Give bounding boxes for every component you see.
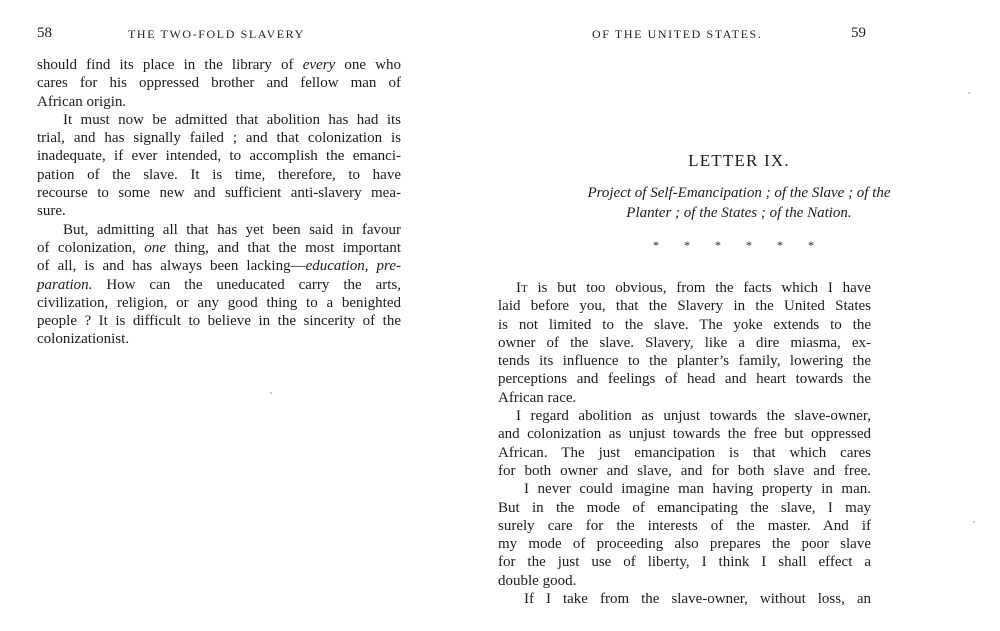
text-line: I never could imagine man having property in man. xyxy=(524,481,871,498)
text-line: colonizationist. xyxy=(37,331,130,348)
text-line: is not limited to the slave. The yoke extends to the xyxy=(498,316,871,333)
text-line: for both owner and slave, and for both slave and free. xyxy=(498,462,871,479)
text-line: But in the mode of emancipating the slave, I may xyxy=(498,499,871,516)
text-line: African origin. xyxy=(37,93,127,110)
text-line: civilization, religion, or any good thing to a benighted xyxy=(37,294,401,311)
text-line: trial, and has signally failed ; and that colonization is xyxy=(37,130,401,147)
text-line: tends its influence to the planter’s family, lowering the xyxy=(498,353,871,370)
opening-word: It xyxy=(516,280,528,296)
text-line: double good. xyxy=(498,572,577,589)
text-line: It is but too obvious, from the facts which I have xyxy=(516,280,871,296)
text-line: cares for his oppressed brother and fellow man of xyxy=(37,75,401,92)
text-line: But, admitting all that has yet been said in favour xyxy=(63,221,401,238)
scan-speck xyxy=(973,521,975,523)
text-line: African. The just emancipation is that which cares xyxy=(498,444,871,461)
text-line: I regard abolition as unjust towards the slave-owner, xyxy=(516,408,871,425)
scan-speck xyxy=(270,392,272,394)
right-page xyxy=(500,0,1000,631)
text-line: sure. xyxy=(37,203,66,220)
text-line: paration. How can the uneducated carry the arts, xyxy=(37,276,401,293)
running-head: THE TWO-FOLD SLAVERY xyxy=(128,27,305,41)
text-line: It must now be admitted that abolition has had its xyxy=(63,111,401,128)
text-line: for the just use of liberty, I think I shall effect a xyxy=(498,554,871,571)
text-line: perceptions and feelings of head and heart towards the xyxy=(498,371,871,388)
scan-speck xyxy=(968,92,970,94)
text-line: inadequate, if ever intended, to accomplish the emanci- xyxy=(37,148,401,165)
text-line: and colonization as unjust towards the free but oppressed xyxy=(498,426,871,443)
letter-title: LETTER IX. xyxy=(688,151,790,170)
section-separator: * * * * * * xyxy=(653,238,825,252)
body-text xyxy=(37,56,401,349)
text-line: my mode of proceeding also prepares the poor slave xyxy=(498,536,871,553)
text-line: people ? It is difficult to believe in the sincerity of the xyxy=(37,313,401,330)
text-line: owner of the slave. Slavery, like a dire miasma, ex- xyxy=(498,334,871,351)
text-line: of colonization, one thing, and that the most important xyxy=(37,239,401,256)
running-head: OF THE UNITED STATES. xyxy=(592,27,763,41)
text-line: of all, is and has always been lacking—education, pre- xyxy=(37,258,401,275)
text-line: surely care for the interests of the master. And if xyxy=(498,517,871,534)
page-number: 58 xyxy=(37,25,52,41)
subtitle-line: Planter ; of the States ; of the Nation. xyxy=(626,204,852,221)
text-line: African race. xyxy=(498,389,577,406)
text-line: should find its place in the library of every one who xyxy=(37,57,401,73)
body-text xyxy=(498,279,871,608)
text-line: pation of the slave. It is time, therefore, to have xyxy=(37,166,401,183)
text-line: recourse to some new and sufficient anti-slavery mea- xyxy=(37,185,401,202)
text-line: laid before you, that the Slavery in the United States xyxy=(498,298,871,315)
letter-subtitle xyxy=(489,184,989,223)
text-line: If I take from the slave-owner, without loss, an xyxy=(524,591,871,608)
subtitle-line: Project of Self-Emancipation ; of the Slave ; of the xyxy=(587,185,891,201)
page-number: 59 xyxy=(851,25,866,41)
